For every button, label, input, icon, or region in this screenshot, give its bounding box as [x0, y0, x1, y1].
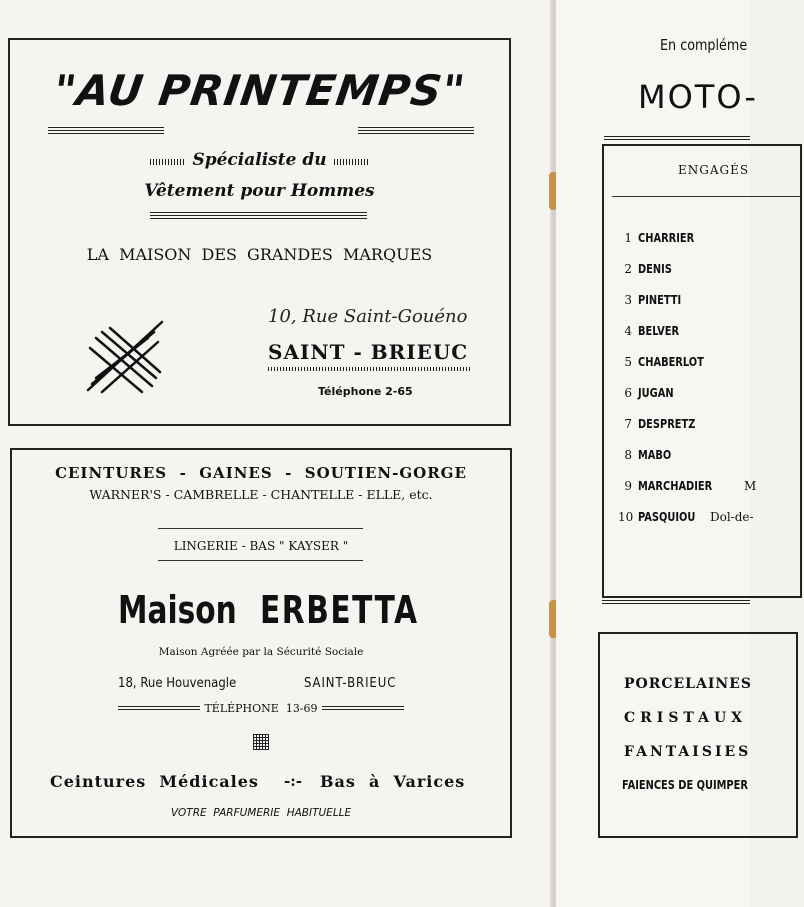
agreement-line: Maison Agréée par la Sécurité Sociale: [158, 646, 364, 658]
title-rule: [604, 136, 750, 141]
entry-number: 1: [624, 231, 632, 245]
header-rule: [612, 196, 802, 197]
products-line: CEINTURES - GAINES - SOUTIEN-GORGE: [55, 464, 467, 482]
perfume-line: VOTRE PARFUMERIE HABITUELLE: [170, 807, 352, 819]
entry-rider: CHABERLOT: [638, 355, 704, 369]
intro-text: En compléme: [660, 36, 748, 54]
quimper-line: FAIENCES DE QUIMPER: [622, 778, 748, 792]
table-bottom-rule: [602, 600, 750, 605]
city: SAINT - BRIEUC: [268, 340, 469, 364]
lingerie-line: LINGERIE - BAS " KAYSER ": [173, 539, 349, 553]
right-page: [556, 0, 758, 907]
ad-au-printemps: [8, 38, 511, 426]
erbetta-address: 18, Rue Houvenagle: [118, 676, 237, 691]
entry-rider: BELVER: [638, 324, 680, 338]
rule-left: [48, 127, 164, 134]
entry-rider: DENIS: [638, 262, 672, 276]
entry-rider: MARCHADIER: [638, 479, 713, 493]
store-name: "AU PRINTEMPS": [50, 66, 469, 115]
medical-separator: -:-: [284, 772, 302, 790]
event-title: MOTO-: [638, 78, 758, 116]
store-name-maison: Maison: [118, 588, 237, 632]
slogan: LA MAISON DES GRANDES MARQUES: [86, 245, 433, 264]
entry-rider: MABO: [638, 448, 672, 462]
phone-rule-right: [322, 706, 404, 711]
ornament-block: [253, 734, 269, 750]
entry-rider: PINETTI: [638, 293, 682, 307]
entry-number: 2: [624, 262, 632, 276]
table-header: ENGAGÉS: [678, 163, 750, 177]
entry-number: 10: [618, 510, 634, 524]
entry-extra: M: [744, 479, 757, 493]
specialty-line-1: Spécialiste du: [192, 150, 327, 170]
entry-number: 4: [624, 324, 632, 338]
specialty-line-2: Vêtement pour Hommes: [144, 181, 375, 201]
crosshatch-logo: [82, 318, 166, 394]
porcelain-ad: [598, 632, 798, 838]
entry-number: 6: [624, 386, 632, 400]
porcelain-line: PORCELAINES: [624, 676, 753, 692]
lingerie-rule-top: [158, 528, 363, 529]
entries-table: [602, 144, 802, 598]
entry-extra: Dol-de-: [710, 510, 754, 524]
phone: Téléphone 2-65: [318, 385, 413, 398]
entry-rider: DESPRETZ: [638, 417, 696, 431]
store-name-erbetta: ERBETTA: [260, 588, 419, 632]
entry-rider: PASQUIOU: [638, 510, 696, 524]
brands-line: WARNER'S - CAMBRELLE - CHANTELLE - ELLE, etc.: [89, 487, 433, 502]
ad-maison-erbetta: [10, 448, 512, 838]
entry-number: 5: [624, 355, 632, 369]
address: 10, Rue Saint-Gouéno: [268, 306, 468, 327]
erbetta-city: SAINT-BRIEUC: [304, 676, 397, 691]
crystal-line: CRISTAUX: [624, 710, 748, 726]
erbetta-phone: TÉLÉPHONE 13-69: [204, 702, 318, 715]
medical-belts: Ceintures Médicales: [50, 772, 259, 791]
entry-number: 7: [624, 417, 632, 431]
city-underline: [268, 367, 472, 371]
varicose-stockings: Bas à Varices: [320, 772, 466, 791]
rule-right: [358, 127, 474, 134]
entry-rider: JUGAN: [638, 386, 674, 400]
entry-number: 3: [624, 293, 632, 307]
entry-number: 9: [624, 479, 632, 493]
entry-rider: CHARRIER: [638, 231, 695, 245]
rule-under-specialty: [150, 212, 367, 219]
hatch-right: [334, 159, 368, 165]
lingerie-rule-bottom: [158, 560, 363, 561]
entry-number: 8: [624, 448, 632, 462]
fantasy-line: FANTAISIES: [624, 744, 752, 760]
